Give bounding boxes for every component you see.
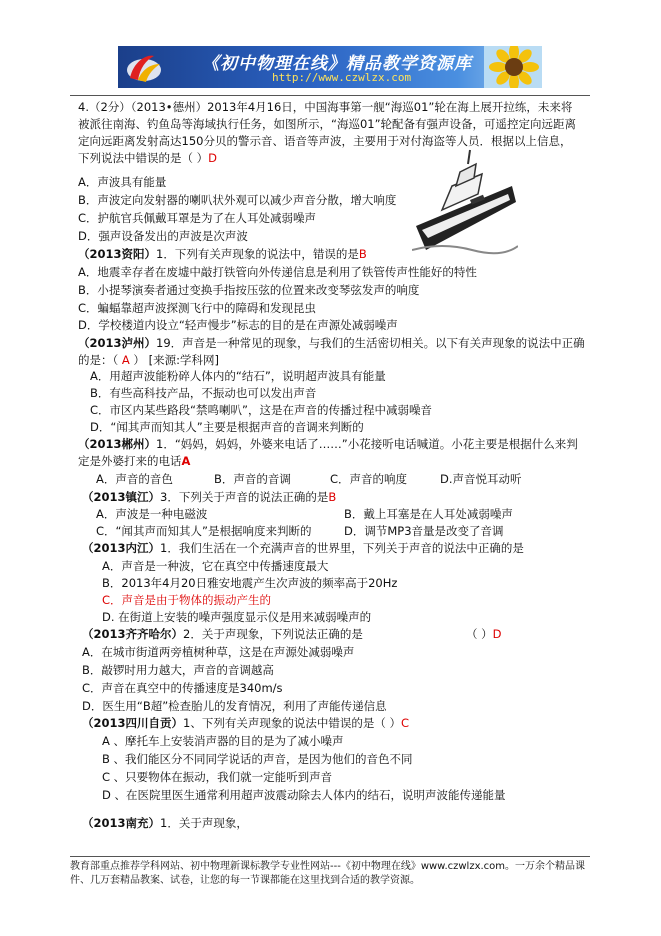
zhenjiang-option-c: C．“闻其声而知其人”是根据响度来判断的 [96,524,312,538]
banner-title: 《初中物理在线》精品教学资源库 [202,54,472,74]
header-divider [70,95,590,96]
zigong-option-d: D 、在医院里医生通常利用超声波震动除去人体内的结石，说明声波能传递能量 [102,788,506,802]
qiqihar-option-a: A．在城市街道两旁植树种草，这是在声源处减弱噪声 [82,645,355,659]
luzhou-stem-2a: 的是：（ [78,353,122,367]
neijiang-option-b: B．2013年4月20日雅安地震产生次声波的频率高于20Hz [102,576,398,590]
chenzhou-option-d: D.声音悦耳动听 [440,472,522,486]
q4-option-b: B．声波定向发射器的喇叭状外观可以减少声音分散，增大响度 [78,193,397,207]
qiqihar-option-b: B．敲锣时用力越大，声音的音调越高 [82,663,274,677]
zhenjiang-option-d: D．调节MP3音量是改变了音调 [344,524,504,538]
banner-url[interactable]: http://www.czwlzx.com [272,71,412,84]
luzhou-stem [78,336,585,350]
luzhou-stem-line-2 [78,353,219,367]
zigong-option-a: A 、摩托车上安装消声器的目的是为了减小噪声 [102,734,344,748]
chenzhou-option-c: C．声音的响度 [330,472,408,486]
zhenjiang-answer: B [328,490,337,504]
ziyang-tag: （2013资阳） [78,247,157,261]
luzhou-stem-text: 19．声音是一种常见的现象，与我们的生活密切相关。以下有关声现象的说法中正确 [156,336,585,350]
nanchong-stem [82,816,248,830]
ziyang-option-a: A．地震幸存者在废墟中敲打铁管向外传递信息是利用了铁管传声性能好的特性 [78,265,477,279]
sunflower-icon [484,46,542,88]
chenzhou-option-a: A．声音的音色 [96,472,173,486]
chenzhou-answer: A [181,454,191,468]
qiqihar-option-c: C．声音在真空中的传播速度是340m/s [82,681,283,695]
neijiang-tag: （2013内江） [82,541,161,555]
luzhou-option-c: C．市区内某些路段“禁鸣喇叭”，这是在声音的传播过程中减弱噪音 [90,403,432,417]
site-logo-icon [124,50,164,84]
qiqihar-tag: （2013齐齐哈尔） [82,627,184,641]
qiqihar-stem [82,627,363,641]
qiqihar-option-d: D．医生用“B超”检查胎儿的发育情况，利用了声能传递信息 [82,699,387,713]
luzhou-stem-2b: ） [来源:学科网] [129,353,219,367]
luzhou-option-d: D．“闻其声而知其人”主要是根据声音的音调来判断的 [90,420,364,434]
chenzhou-tag: （2013郴州） [78,437,157,451]
neijiang-option-c: C．声音是由于物体的振动产生的 [102,593,272,607]
chenzhou-stem-2: 定是外婆打来的电话 [78,454,182,468]
q4-option-a: A．声波具有能量 [78,175,167,189]
luzhou-tag: （2013泸州） [78,336,157,350]
neijiang-stem-text: 1．我们生活在一个充满声音的世界里，下列关于声音的说法中正确的是 [160,541,524,555]
chenzhou-stem [78,437,578,451]
q4-line-2: 被派往南海、钓鱼岛等海域执行任务，如图所示，“海巡01”轮配备有强声设备，可遥控定向远距离 [78,117,577,131]
ziyang-stem-text: 1．下列有关声现象的说法中，错误的是 [156,247,359,261]
footer-line-2: 件、几万套精品教案、试卷，让您的每一节课都能在这里找到合适的教学资源。 [70,875,420,886]
zhenjiang-stem [82,490,336,504]
ziyang-option-c: C．蝙蝠靠超声波探测飞行中的障碍和发现昆虫 [78,301,317,315]
zhenjiang-stem-text: 3．下列关于声音的说法正确的是 [160,490,329,504]
ziyang-stem [78,247,367,261]
q4-option-d: D．强声设备发出的声波是次声波 [78,229,248,243]
zigong-option-c: C 、只要物体在振动，我们就一定能听到声音 [102,770,333,784]
footer-line-1: 教育部重点推荐学科网站、初中物理新课标教学专业性网站---《初中物理在线》www.czwlzx.com。一万余个精品课 [70,861,586,872]
qiqihar-stem-text: 2．关于声现象，下列说法正确的是 [183,627,363,641]
chenzhou-stem-line-2 [78,454,190,468]
nanchong-tag: （2013南充） [82,816,161,830]
zhenjiang-option-b: B．戴上耳塞是在人耳处减弱噪声 [344,507,513,521]
header-banner [118,46,542,88]
q4-line-3: 定向远距离发射高达150分贝的警示音、语音等声波，主要用于对付海盗等人员．根据以上信息， [78,134,572,148]
neijiang-stem [82,541,524,555]
qiqihar-answer-slot [466,627,502,641]
ziyang-option-b: B．小提琴演奏者通过变换手指按压弦的位置来改变琴弦发声的响度 [78,283,420,297]
zigong-stem-text: 1、下列有关声现象的说法中错误的是（ ） [183,716,401,730]
neijiang-option-a: A．声音是一种波，它在真空中传播速度最大 [102,559,329,573]
chenzhou-option-b: B．声音的音调 [214,472,291,486]
zigong-tag: （2013四川自贡） [82,716,184,730]
q4-option-c: C．护航官兵佩戴耳罩是为了在人耳处减弱噪声 [78,211,317,225]
zigong-answer: C [401,716,410,730]
patrol-ship-image [412,146,518,258]
luzhou-option-a: A．用超声波能粉碎人体内的“结石”，说明超声波具有能量 [90,369,386,383]
zhenjiang-tag: （2013镇江） [82,490,161,504]
luzhou-option-b: B．有些高科技产品，不振动也可以发出声音 [90,386,317,400]
chenzhou-stem-text: 1．“妈妈，妈妈，外婆来电话了……”小花接听电话喊道。小花主要是根据什么来判 [156,437,578,451]
ziyang-option-d: D．学校楼道内设立“轻声慢步”标志的目的是在声源处减弱噪声 [78,318,398,332]
ziyang-answer: B [358,247,367,261]
footer-divider [70,856,590,857]
zhenjiang-option-a: A．声波是一种电磁波 [96,507,208,521]
zigong-stem [82,716,409,730]
qiqihar-bracket: （ ） [466,627,493,641]
qiqihar-answer: D [492,627,502,641]
q4-stem [78,151,217,165]
q4-stem-text: 下列说法中错误的是（ ） [78,151,209,165]
q4-line-1: 4.（2分）（2013•德州）2013年4月16日，中国海事第一舰“海巡01”轮在海上展开拉练，未来将 [78,100,573,114]
nanchong-stem-text: 1．关于声现象， [160,816,248,830]
zigong-option-b: B 、我们能区分不同同学说话的声音，是因为他们的音色不同 [102,752,413,766]
luzhou-answer: A [121,353,130,367]
q4-answer: D [208,151,218,165]
neijiang-option-d: D. 在街道上安装的噪声强度显示仪是用来减弱噪声的 [102,610,372,624]
